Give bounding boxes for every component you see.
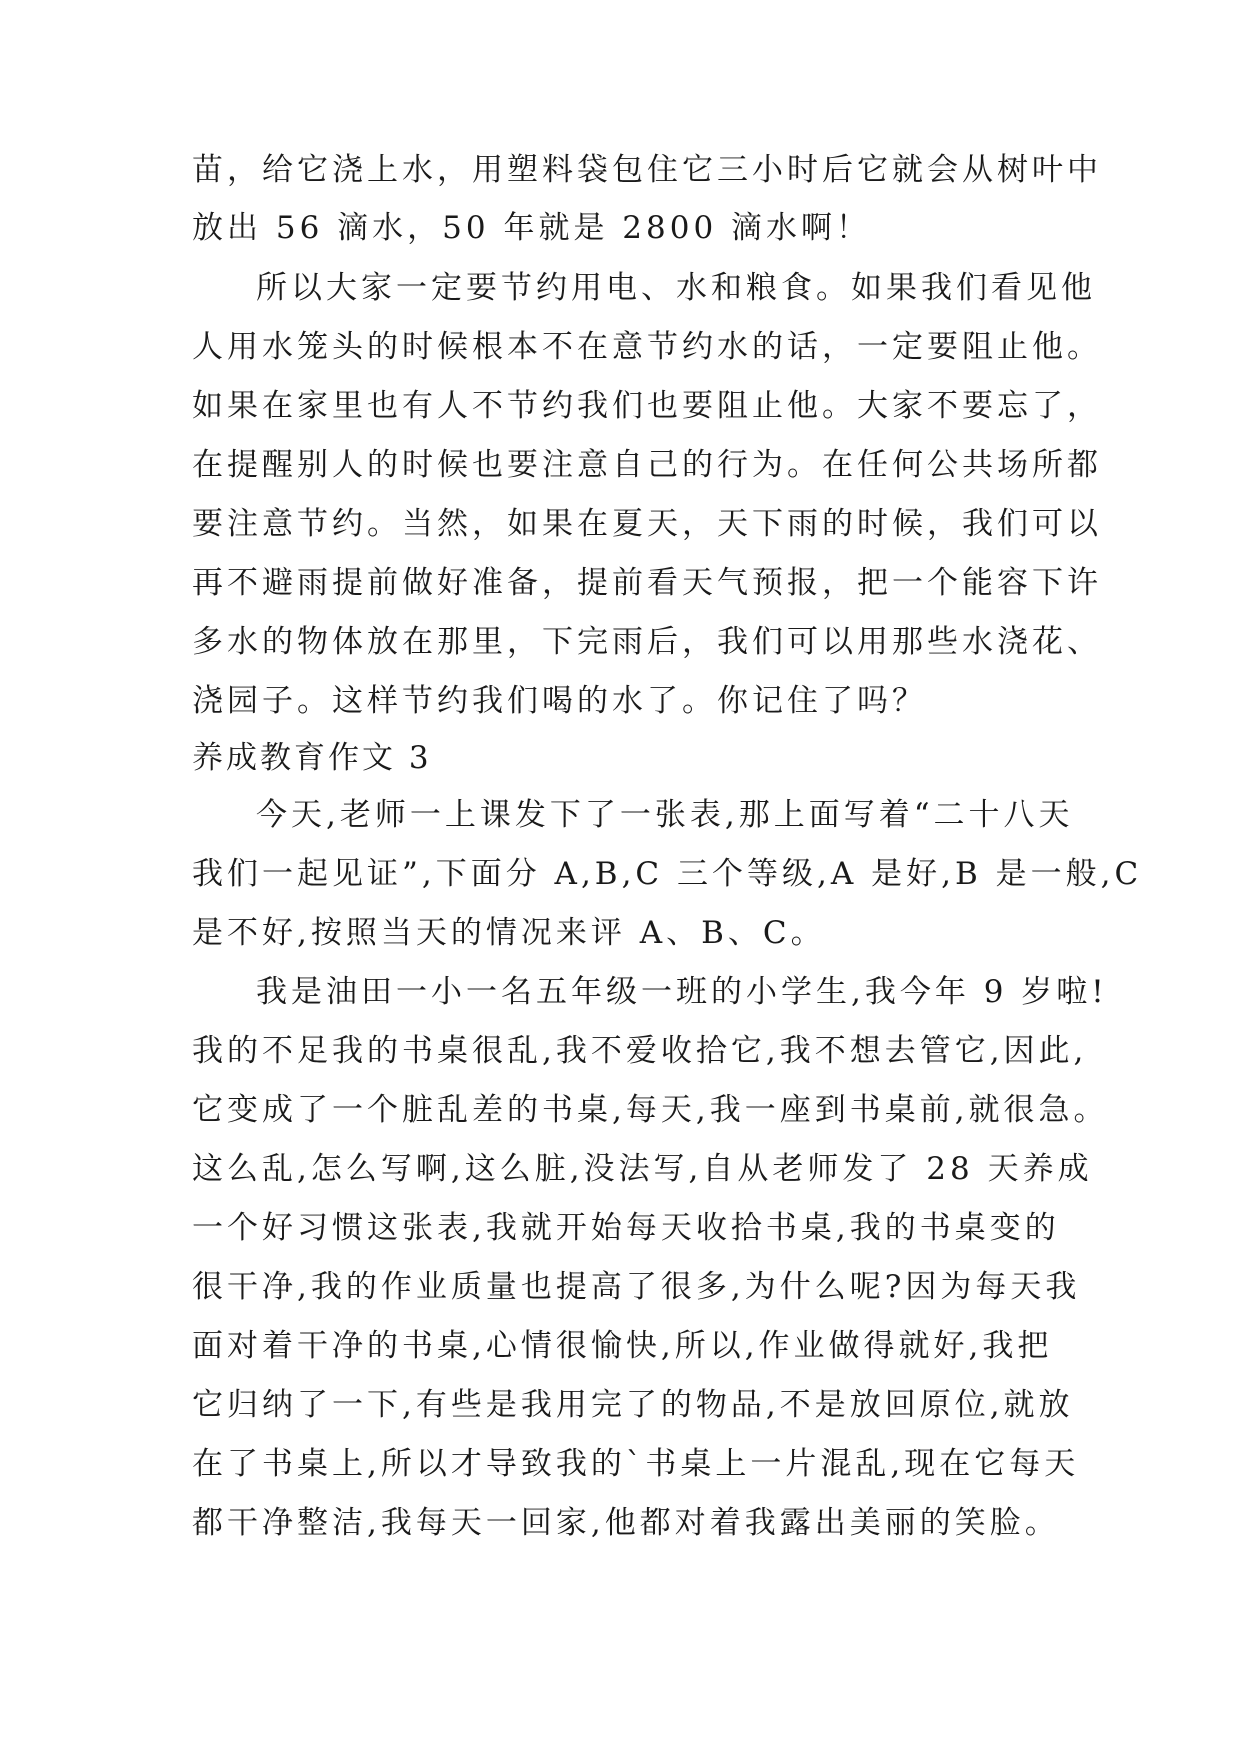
text-line: 再不避雨提前做好准备，提前看天气预报，把一个能容下许 (192, 565, 1102, 601)
paragraph-start: 我是油田一小一名五年级一班的小学生,我今年 9 岁啦! (256, 974, 1108, 1010)
text-line: 放出 56 滴水，50 年就是 2800 滴水啊！ (192, 210, 872, 246)
text-line: 如果在家里也有人不节约我们也要阻止他。大家不要忘了， (192, 388, 1102, 424)
paragraph-start: 所以大家一定要节约用电、水和粮食。如果我们看见他 (256, 270, 1096, 306)
text-line: 它变成了一个脏乱差的书桌,每天,我一座到书桌前,就很急。 (192, 1092, 1109, 1128)
paragraph-start: 今天,老师一上课发下了一张表,那上面写着“二十八天 (256, 797, 1074, 833)
section-heading: 养成教育作文 3 (192, 740, 432, 776)
text-line: 多水的物体放在那里，下完雨后，我们可以用那些水浇花、 (192, 624, 1102, 660)
text-line: 是不好,按照当天的情况来评 A、B、C。 (192, 915, 826, 951)
text-line: 面对着干净的书桌,心情很愉快,所以,作业做得就好,我把 (192, 1328, 1053, 1364)
text-line: 人用水笼头的时候根本不在意节约水的话，一定要阻止他。 (192, 329, 1102, 365)
text-line: 我的不足我的书桌很乱,我不爱收拾它,我不想去管它,因此, (192, 1033, 1088, 1069)
text-line: 要注意节约。当然，如果在夏天，天下雨的时候，我们可以 (192, 506, 1102, 542)
text-line: 在提醒别人的时候也要注意自己的行为。在任何公共场所都 (192, 447, 1102, 483)
text-line: 它归纳了一下,有些是我用完了的物品,不是放回原位,就放 (192, 1387, 1074, 1423)
text-line: 苗，给它浇上水，用塑料袋包住它三小时后它就会从树叶中 (192, 152, 1102, 188)
text-line: 很干净,我的作业质量也提高了很多,为什么呢?因为每天我 (192, 1269, 1081, 1305)
text-line: 一个好习惯这张表,我就开始每天收拾书桌,我的书桌变的 (192, 1210, 1060, 1246)
text-line: 浇园子。这样节约我们喝的水了。你记住了吗？ (192, 683, 927, 719)
text-line: 都干净整洁,我每天一回家,他都对着我露出美丽的笑脸。 (192, 1505, 1060, 1541)
text-line: 我们一起见证”,下面分 A,B,C 三个等级,A 是好,B 是一般,C (192, 856, 1143, 892)
text-line: 这么乱,怎么写啊,这么脏,没法写,自从老师发了 28 天养成 (192, 1151, 1093, 1187)
text-line: 在了书桌上,所以才导致我的`书桌上一片混乱,现在它每天 (192, 1446, 1080, 1482)
